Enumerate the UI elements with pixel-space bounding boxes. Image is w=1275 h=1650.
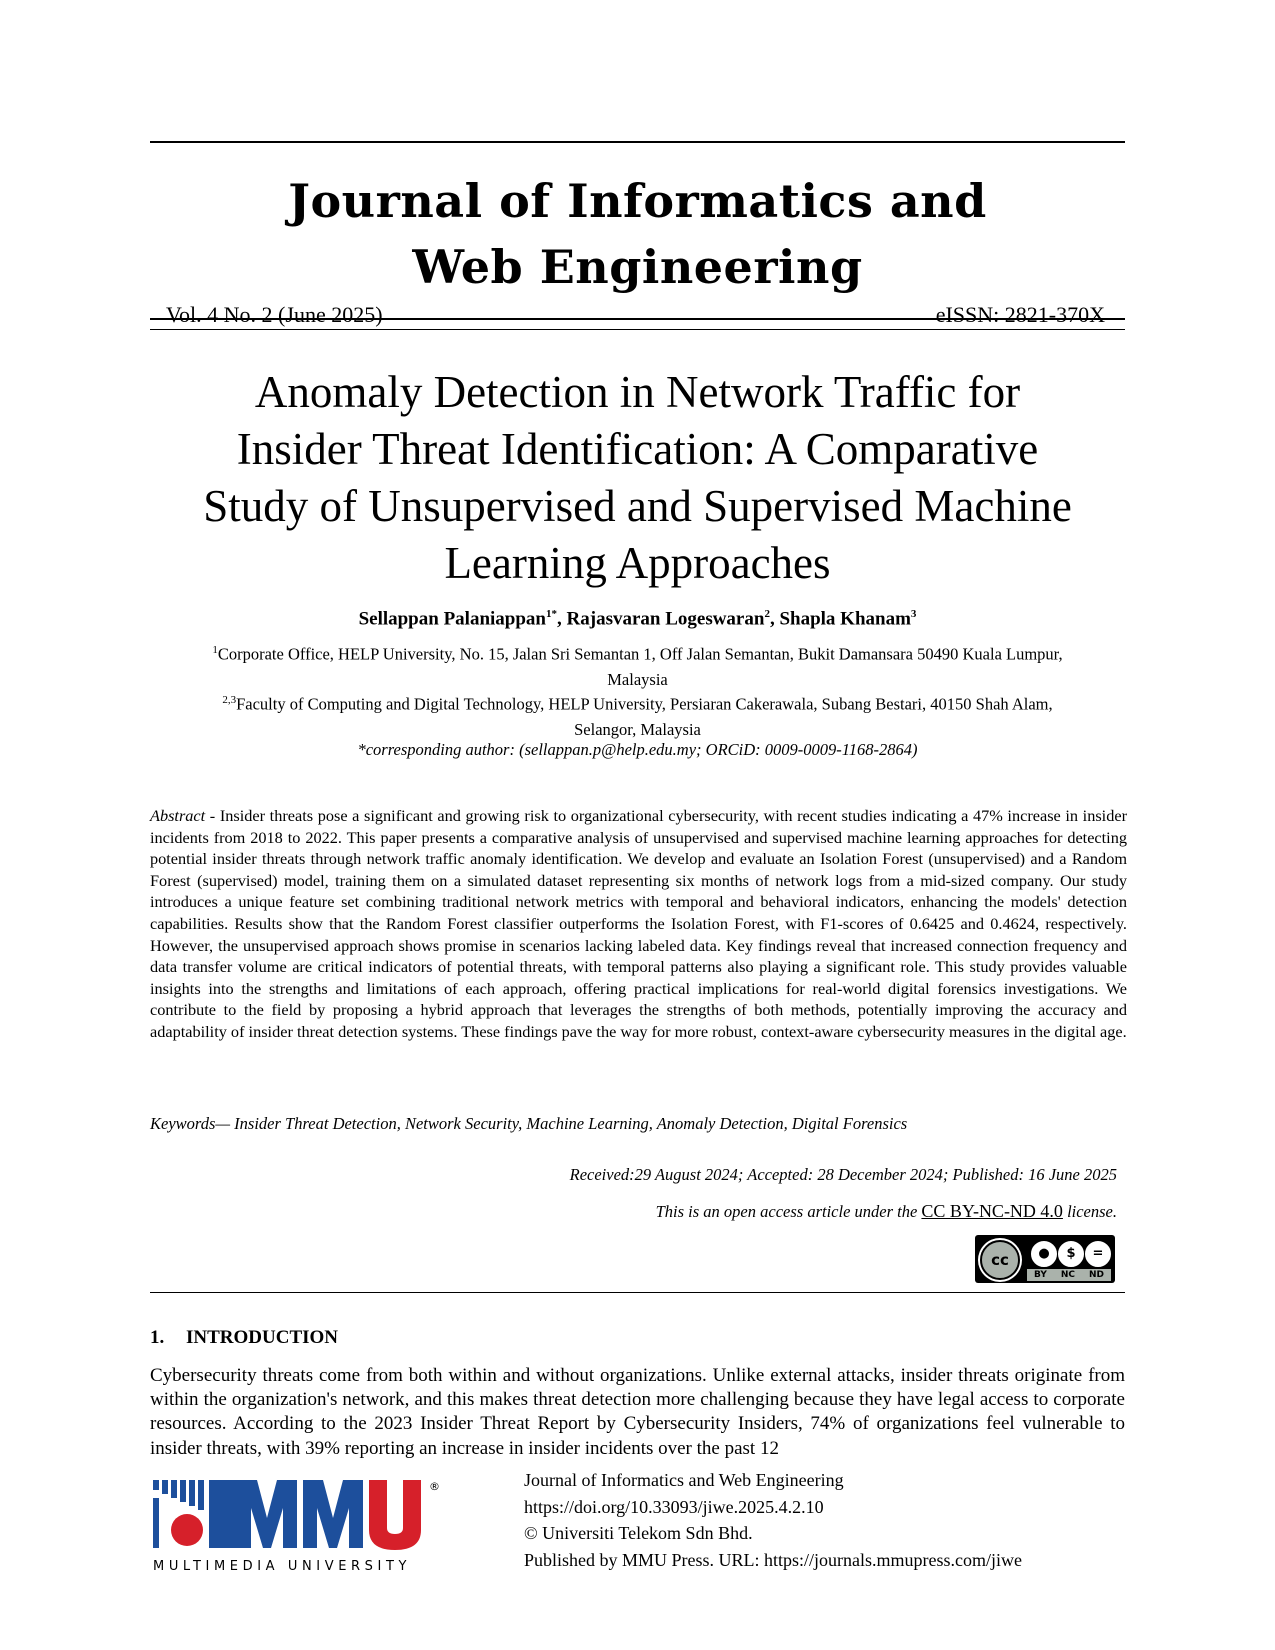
registered-mark: ® [429, 1480, 440, 1493]
by-person-icon: ● [1031, 1241, 1057, 1267]
affiliation-1: $^1$Corporate Office, HELP University, No. 15, Jalan Sri Semantan 1, Off Jalan Semantan, Bukit Damansara 50490 Kuala Lumpur, Malaysia [212, 644, 1063, 689]
nd-equals-icon: = [1085, 1241, 1111, 1267]
author-name: Shapla Khanam [779, 608, 911, 630]
license-link[interactable]: CC BY-NC-ND 4.0 [921, 1201, 1063, 1221]
license-notice: This is an open access article under the CC BY-NC-ND 4.0 license. [655, 1201, 1117, 1221]
nc-dollar-icon: $ [1058, 1241, 1084, 1267]
author-name: Rajasvaran Logeswaran [566, 608, 765, 630]
author-name: Sellappan Palaniappan [358, 608, 547, 630]
footer-publisher: Published by MMU Press. URL: https://journals.mmupress.com/jiwe [524, 1549, 1022, 1570]
author-sup: 3 [910, 608, 917, 620]
journal-title [150, 168, 1125, 300]
abstract [150, 805, 1127, 1043]
top-rule [150, 141, 1125, 143]
title-line: Insider Threat Identification: A Comparative [236, 424, 1039, 474]
author-list: Sellappan Palaniappan$^{1*}$, Rajasvaran Logeswaran$^2$, Shapla Khanam$^3$ [358, 608, 917, 630]
volume-underline [150, 329, 1125, 330]
title-line: Learning Approaches [444, 538, 831, 588]
author-sup: 1* [546, 608, 558, 620]
footer-copyright: © Universiti Telekom Sdn Bhd. [524, 1523, 753, 1543]
section-heading [150, 1327, 338, 1349]
volume-issue: Vol. 4 No. 2 (June 2025) [166, 302, 383, 327]
section-number: 1. [150, 1327, 165, 1348]
section-divider [150, 1292, 1125, 1293]
footer-journal: Journal of Informatics and Web Engineering [524, 1470, 844, 1490]
title-line: Anomaly Detection in Network Traffic for [254, 367, 1021, 417]
title-line: Study of Unsupervised and Supervised Machine [203, 481, 1072, 531]
mmu-logo [153, 1478, 473, 1578]
journal-title-line1: Journal of Informatics and [288, 174, 987, 228]
article-dates: Received:29 August 2024; Accepted: 28 December 2024; Published: 16 June 2025 [569, 1165, 1117, 1184]
intro-paragraph: Cybersecurity threats come from both within and without organizations. Unlike external attacks, insider threats originate from within the organization's network, and this makes threat detection more challenging because they have legal access to corporate resources. According to the 2023 Insider Threat Report by Cybersecurity Insiders, 74% of organizations feel vulnerable to insider threats, with 39% reporting an increase in insider incidents over the past 12 [150, 1365, 1125, 1459]
paper-title [150, 364, 1125, 592]
section-title: INTRODUCTION [186, 1327, 339, 1348]
abstract-label: Abstract [150, 806, 206, 825]
keywords: Keywords— Insider Threat Detection, Network Security, Machine Learning, Anomaly Detection, Digital Forensics [150, 1114, 908, 1133]
footer-doi[interactable]: https://doi.org/10.33093/jiwe.2025.4.2.10 [524, 1496, 824, 1517]
cc-icon: cc [980, 1240, 1020, 1280]
affiliation-2: $^{2,3}$Faculty of Computing and Digital Technology, HELP University, Persiaran Cakerawala, Subang Bestari, 40150 Shah Alam, Selangor, Malaysia [222, 694, 1053, 739]
eissn: eISSN: 2821-370X [935, 302, 1105, 327]
logo-subtitle: MULTIMEDIA UNIVERSITY [153, 1559, 412, 1574]
mmu-logo-mark [153, 1480, 421, 1550]
author-sup: 2 [764, 608, 770, 620]
volume-bar [150, 302, 1125, 328]
abstract-text: - Insider threats pose a significant and growing risk to organizational cybersecurity, with recent studies indicating a 47% increase in insider incidents from 2018 to 2022. This paper presents a comparative analysis of unsupervised and supervised machine learning approaches for detecting potential insider threats through network traffic anomaly identification. We develop and evaluate an Isolation Forest (unsupervised) and a Random Forest (supervised) model, training them on a simulated dataset representing six months of network logs from a mid-sized company. Our study introduces a unique feature set combining traditional network metrics with temporal and behavioral indicators, enhancing the models' detection capabilities. Results show that the Random Forest classifier outperforms the Isolation Forest, with F1-scores of 0.6425 and 0.4624, respectively. However, the unsupervised approach shows promise in scenarios lacking labeled data. Key findings reveal that increased connection frequency and data transfer volume are critical indicators of potential threats, with temporal patterns also playing a significant role. This study provides valuable insights into the strengths and limitations of each approach, offering practical implications for real-world digital forensics investigations. We contribute to the field by proposing a hybrid approach that leverages the strengths of both methods, potentially improving the accuracy and adaptability of insider threat detection systems. These findings pave the way for more robust, context-aware cybersecurity measures in the digital age. [150, 806, 1127, 1041]
journal-title-line2: Web Engineering [412, 240, 863, 294]
cc-badge-labels: BY NC ND [1027, 1269, 1111, 1281]
corresponding-author: *corresponding author: (sellappan.p@help.edu.my; ORCiD: 0009-0009-1168-2864) [357, 740, 918, 759]
header-bottom-rule [150, 318, 1125, 320]
footer-info [524, 1467, 1022, 1573]
cc-license-badge[interactable] [975, 1235, 1115, 1283]
